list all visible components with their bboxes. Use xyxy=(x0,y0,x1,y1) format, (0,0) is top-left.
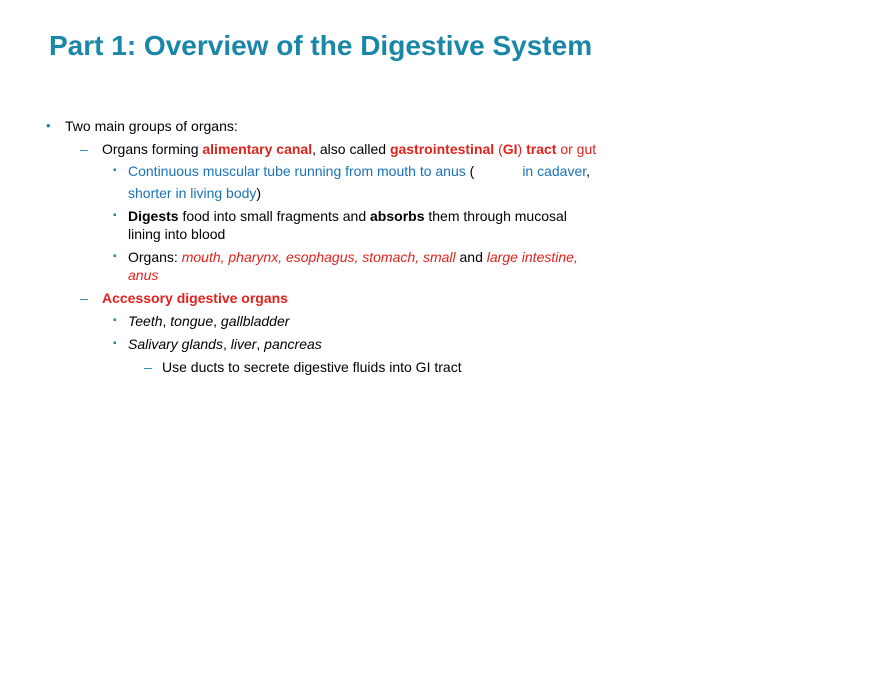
text: them through mucosal xyxy=(424,208,567,224)
bullet-salivary xyxy=(128,335,322,353)
text: pancreas xyxy=(264,336,322,352)
text: or gut xyxy=(556,141,597,157)
text: shorter in living body xyxy=(128,185,257,201)
term-gi: GI xyxy=(502,141,518,157)
text: , xyxy=(162,313,171,329)
text: Continuous muscular tube running from mouth to anus xyxy=(128,163,466,179)
bullet-square: ▪ xyxy=(113,165,117,176)
bullet-organs-cont: anus xyxy=(128,267,159,283)
text: , xyxy=(586,163,591,179)
term-gastrointestinal: gastrointestinal xyxy=(389,141,495,157)
text: Salivary glands xyxy=(128,336,223,352)
slide-title: Part 1: Overview of the Digestive System xyxy=(49,30,593,61)
bullet-muscular-tube xyxy=(128,162,590,180)
text: , xyxy=(573,249,578,265)
bullet-muscular-tube-cont xyxy=(128,184,261,202)
text: gallbladder xyxy=(220,313,290,329)
text: mouth, pharynx, esophagus, stomach, small xyxy=(181,249,456,265)
bullet-digests xyxy=(128,207,567,225)
text: tongue xyxy=(170,313,214,329)
text: ) xyxy=(517,141,527,157)
bullet-dot: • xyxy=(46,118,51,133)
text: liver xyxy=(230,336,257,352)
bullet-square: ▪ xyxy=(113,315,117,326)
bullet-organs xyxy=(128,248,578,266)
text: , xyxy=(213,313,221,329)
bullet-teeth xyxy=(128,312,289,330)
text: , xyxy=(222,336,231,352)
bullet-dash: – xyxy=(80,290,88,306)
term-digests: Digests xyxy=(128,208,179,224)
text: and xyxy=(455,249,487,265)
text: ( xyxy=(494,141,503,157)
text: Teeth xyxy=(128,313,163,329)
bullet-dash: – xyxy=(80,141,88,157)
text: ( xyxy=(465,163,475,179)
term-alimentary-canal: alimentary canal xyxy=(202,141,313,157)
bullet-square: ▪ xyxy=(113,251,117,262)
bullet-square: ▪ xyxy=(113,210,117,221)
text: food into small fragments and xyxy=(178,208,371,224)
text: , xyxy=(256,336,265,352)
bullet-digests-cont: lining into blood xyxy=(128,226,226,242)
term-absorbs: absorbs xyxy=(370,208,425,224)
text: in cadaver xyxy=(522,163,587,179)
text: Organs: xyxy=(128,249,182,265)
text: large intestine xyxy=(486,249,574,265)
text: Organs forming xyxy=(102,141,203,157)
term-tract: tract xyxy=(526,141,557,157)
bullet-accessory-organs: Accessory digestive organs xyxy=(102,290,288,306)
bullet-square: ▪ xyxy=(113,338,117,349)
text: , also called xyxy=(312,141,390,157)
text: ) xyxy=(256,185,262,201)
bullet-organ-groups: Two main groups of organs: xyxy=(65,118,238,134)
bullet-dash: – xyxy=(144,359,152,375)
bullet-alimentary-canal xyxy=(102,140,596,158)
bullet-ducts: Use ducts to secrete digestive fluids into GI tract xyxy=(162,359,462,375)
